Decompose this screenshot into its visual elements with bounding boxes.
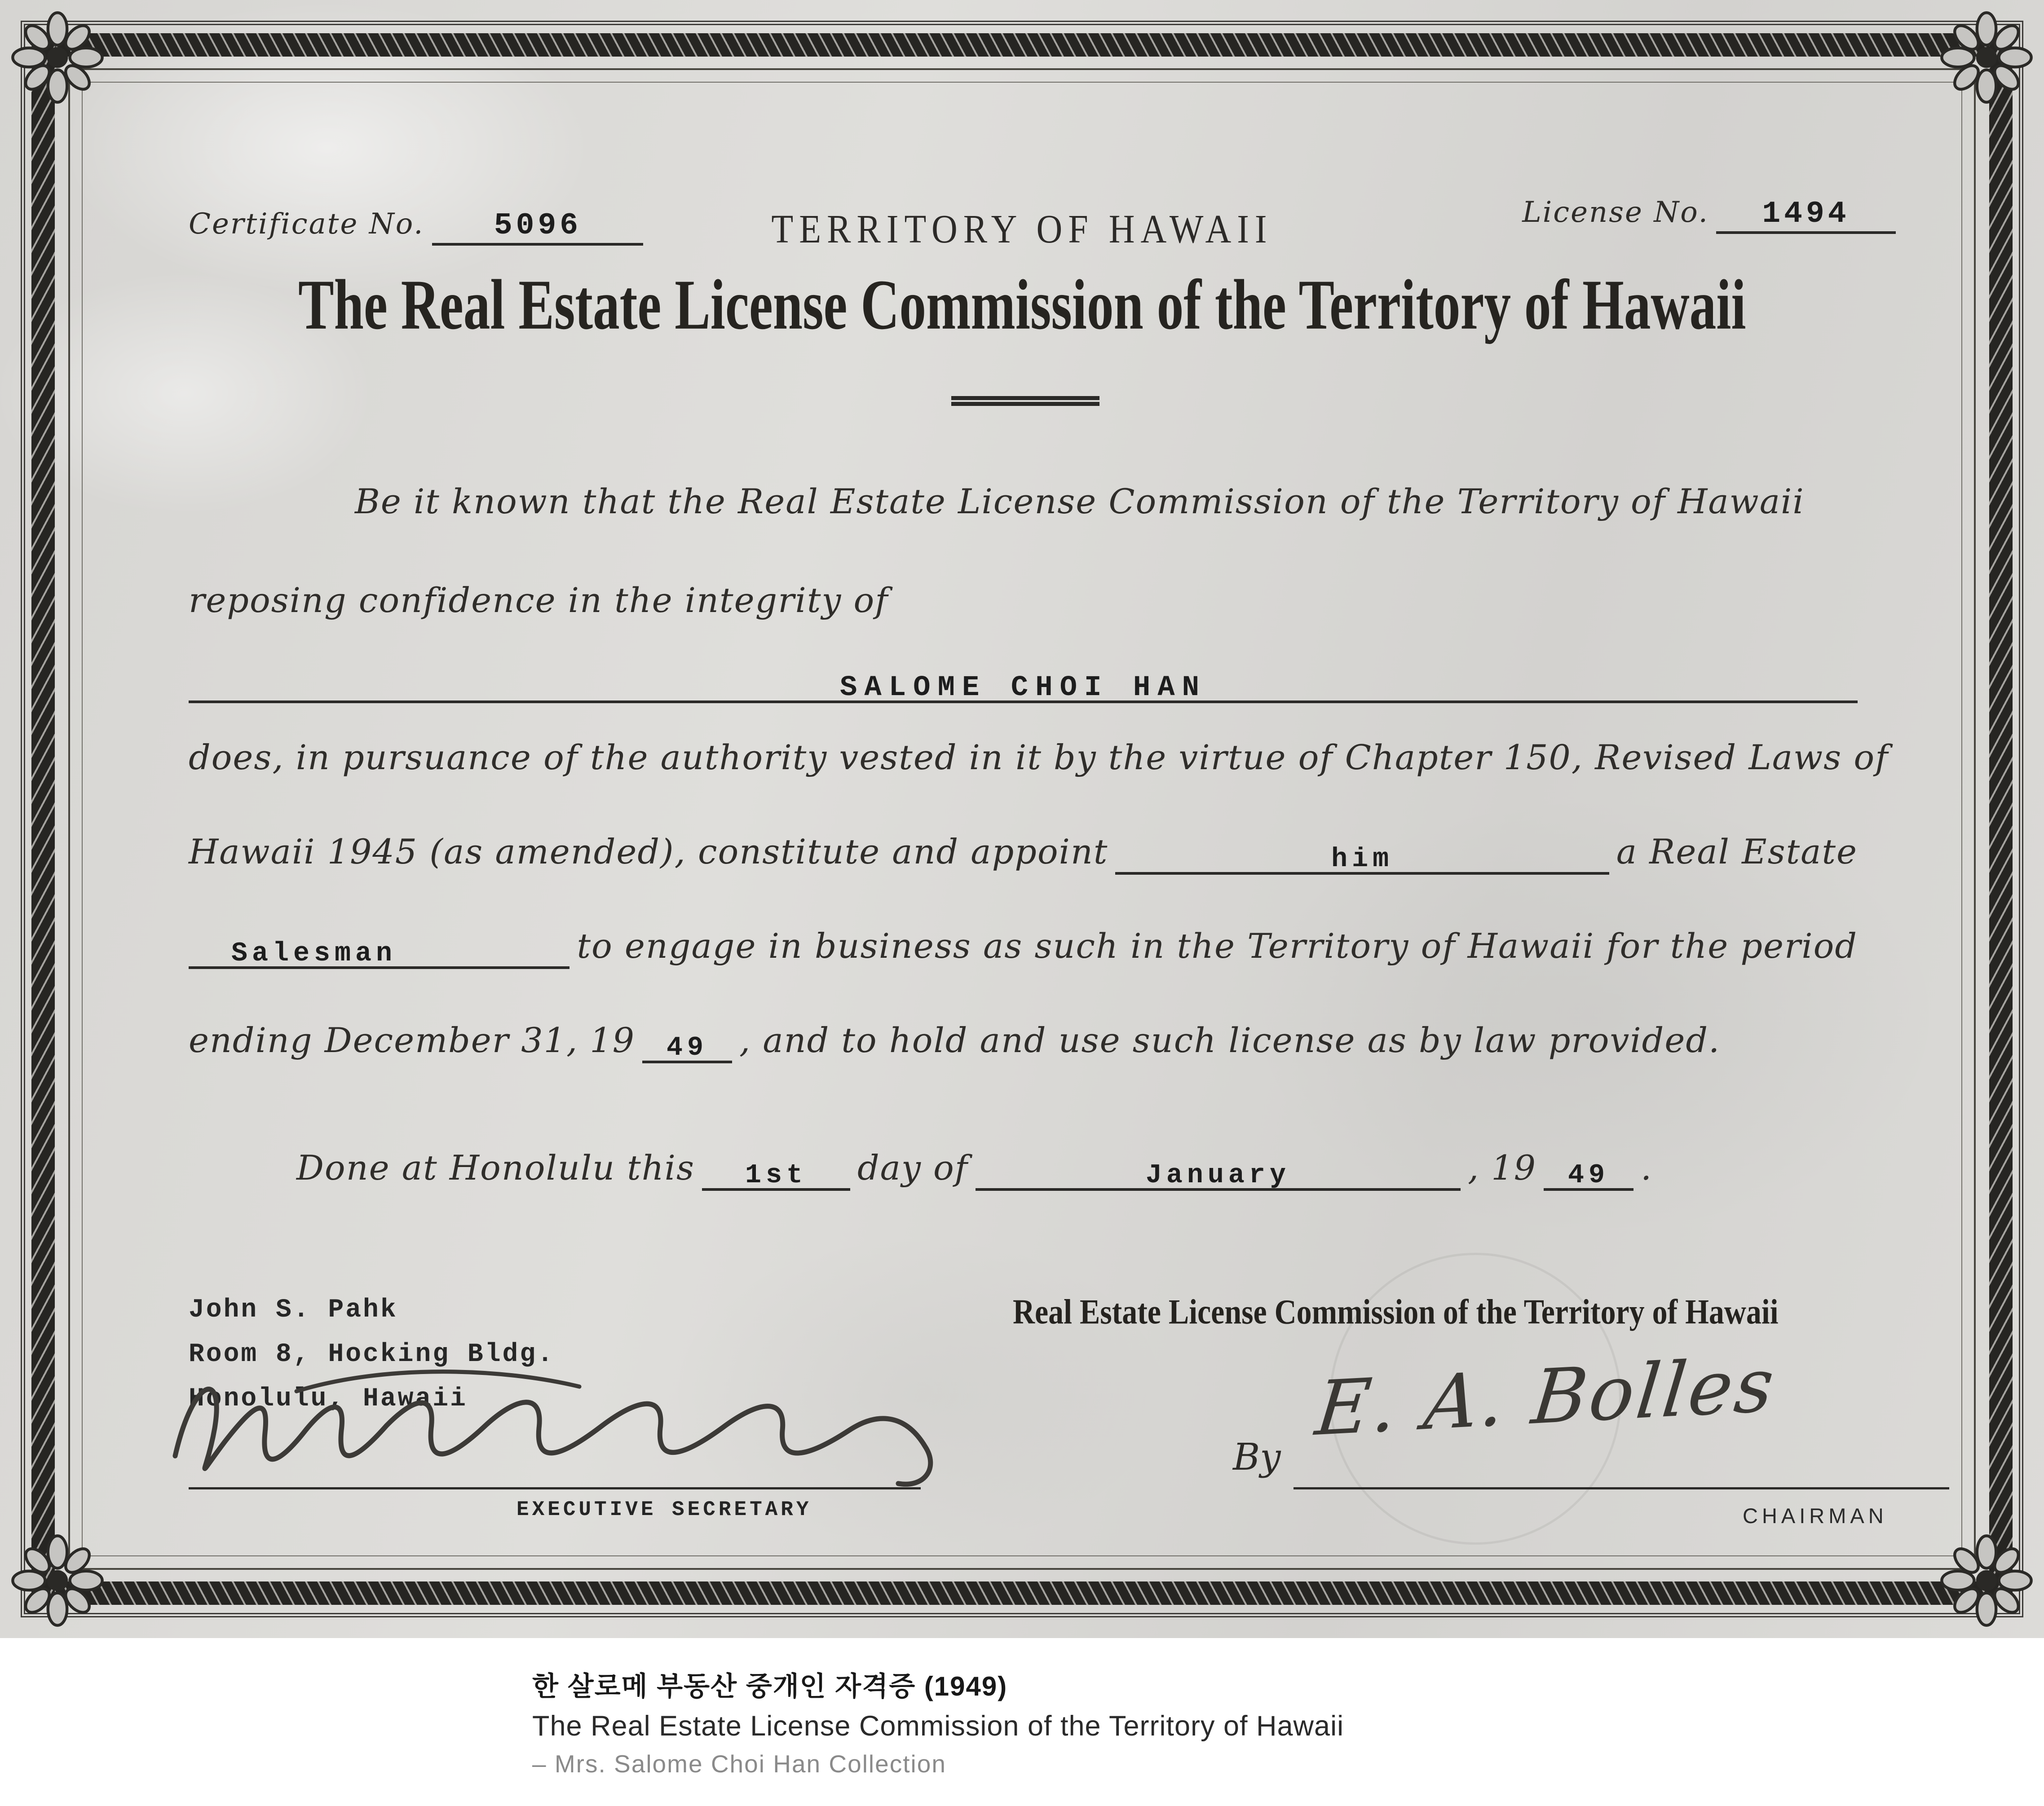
by-label: By xyxy=(1233,1436,1281,1479)
done-day-value: 1st xyxy=(745,1160,807,1191)
chairman-signature-line xyxy=(1294,1487,1949,1489)
caption-credit: – Mrs. Salome Choi Han Collection xyxy=(532,1750,946,1778)
body-line-5 xyxy=(189,926,1858,969)
certificate-title xyxy=(0,264,2044,344)
license-type-value: Salesman xyxy=(231,938,397,969)
caption-korean-title: 한 살로메 부동산 중개인 자격증 (1949) xyxy=(532,1671,1008,1701)
territory-heading: TERRITORY OF HAWAII xyxy=(771,207,1273,252)
license-number xyxy=(1522,196,1896,234)
done-period: . xyxy=(1640,1148,1653,1188)
license-type-blank xyxy=(189,936,569,969)
done-year-printed: , 19 xyxy=(1467,1148,1536,1188)
certificate-number-label: Certificate No. xyxy=(189,207,424,241)
licensee-name: SALOME CHOI HAN xyxy=(839,672,1207,704)
issuer-line-2: Room 8, Hocking Bldg. xyxy=(189,1340,555,1369)
done-month-value: January xyxy=(1145,1160,1290,1191)
body-line-6-prefix: ending December 31, 19 xyxy=(189,1020,635,1060)
body-line-3 xyxy=(189,737,1889,777)
body-line-1 xyxy=(189,481,1858,521)
done-prefix: Done at Honolulu this xyxy=(296,1148,695,1188)
license-number-value: 1494 xyxy=(1716,197,1896,234)
done-dayof: day of xyxy=(857,1148,968,1188)
caption-english-title: The Real Estate License Commission of the Territory of Hawaii xyxy=(532,1710,1344,1742)
chairman-signature: E. A. Bolles xyxy=(1311,1341,1780,1453)
ending-year-blank xyxy=(642,1030,732,1063)
commission-name: Real Estate License Commission of the Territory of Hawaii xyxy=(1013,1292,1779,1331)
ending-year-value: 49 xyxy=(666,1033,708,1063)
executive-secretary-label: EXECUTIVE SECRETARY xyxy=(517,1498,812,1521)
body-line-3-text: does, in pursuance of the authority vested in it by the virtue of Chapter 150, Revised Laws of xyxy=(189,737,1889,777)
body-line-1-text: Be it known that the Real Estate License Commission of the Territory of Hawaii xyxy=(355,481,1805,521)
photo-caption xyxy=(532,1665,1344,1778)
flower-ornament-icon xyxy=(10,1533,105,1628)
body-line-4 xyxy=(189,832,1858,875)
body-line-4-suffix: a Real Estate xyxy=(1616,832,1858,872)
done-year-value: 49 xyxy=(1567,1160,1609,1191)
issuer-line-3: Honolulu, Hawaii xyxy=(189,1384,468,1414)
body-line-6-suffix: , and to hold and use such license as by law provided. xyxy=(739,1020,1721,1060)
certificate-title-text: The Real Estate License Commission of the Territory of Hawaii xyxy=(298,264,1746,344)
body-line-2 xyxy=(189,580,1858,620)
license-number-label: License No. xyxy=(1522,196,1709,229)
body-line-6 xyxy=(189,1020,1858,1063)
executive-secretary-signature xyxy=(162,1336,961,1502)
body-line-4-prefix: Hawaii 1945 (as amended), constitute and appoint xyxy=(189,832,1108,872)
flower-ornament-icon xyxy=(1939,10,2034,105)
appointee-value: him xyxy=(1331,844,1394,875)
appointee-blank xyxy=(1115,841,1609,875)
rope-border-bottom xyxy=(31,1581,2013,1605)
flower-ornament-icon xyxy=(10,10,105,105)
chairman-label: CHAIRMAN xyxy=(1743,1504,1888,1528)
body-line-5-text: to engage in business as such in the Territory of Hawaii for the period xyxy=(577,926,1858,966)
licensee-name-line xyxy=(189,661,1858,703)
body-line-2-text: reposing confidence in the integrity of xyxy=(189,580,889,620)
done-month-blank xyxy=(976,1158,1461,1191)
done-day-blank xyxy=(702,1158,850,1191)
rope-border-top xyxy=(31,33,2013,57)
done-year-blank xyxy=(1544,1158,1633,1191)
executive-secretary-signature-line xyxy=(189,1487,921,1489)
done-line xyxy=(189,1148,1858,1191)
title-divider-rule xyxy=(951,396,1099,406)
certificate-number-value: 5096 xyxy=(432,208,643,246)
issuer-line-1: John S. Pahk xyxy=(189,1295,398,1325)
flower-ornament-icon xyxy=(1939,1533,2034,1628)
